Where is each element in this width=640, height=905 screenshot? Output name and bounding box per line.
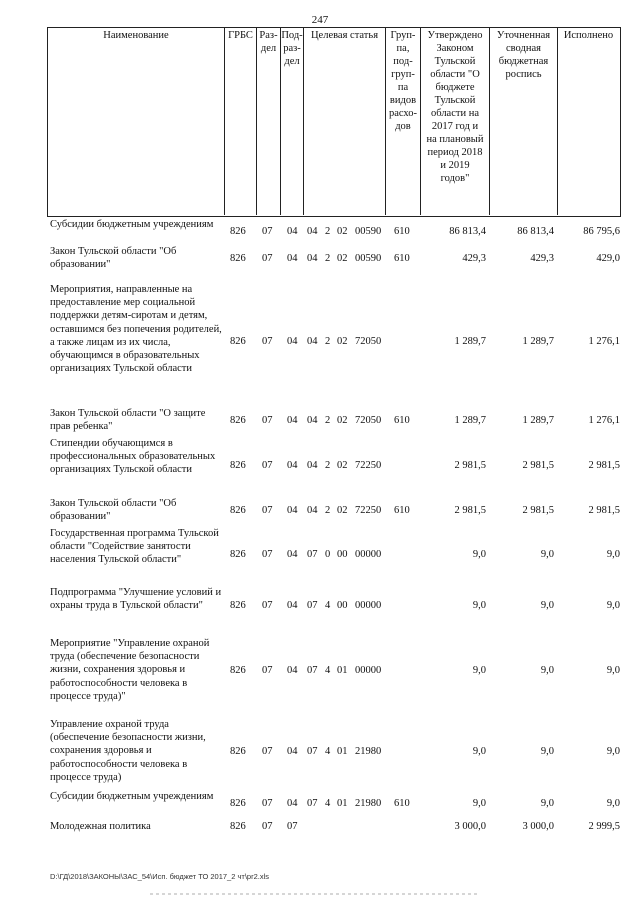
row-approved: 9,0 [472, 746, 486, 757]
row-grbs: 826 [230, 253, 246, 264]
row-t2: 4 [325, 600, 331, 611]
scan-noise [150, 893, 480, 895]
row-vr: 610 [394, 415, 410, 426]
row-vr: 610 [394, 798, 410, 809]
header-grbs: ГРБС [224, 27, 256, 215]
row-t4: 00000 [355, 600, 382, 611]
row-t2: 2 [325, 253, 331, 264]
row-pr: 04 [287, 336, 298, 347]
row-grbs: 826 [230, 460, 246, 471]
row-rz: 07 [262, 460, 273, 471]
row-t1: 04 [307, 336, 318, 347]
row-t4: 00000 [355, 549, 382, 560]
row-approved: 2 981,5 [454, 460, 486, 471]
row-t2: 4 [325, 798, 331, 809]
row-t3: 02 [337, 460, 348, 471]
row-t3: 01 [337, 746, 348, 757]
row-executed: 2 999,5 [588, 821, 620, 832]
row-t2: 2 [325, 460, 331, 471]
row-t3: 02 [337, 226, 348, 237]
row-grbs: 826 [230, 821, 246, 832]
row-rz: 07 [262, 549, 273, 560]
row-name: Молодежная политика [50, 821, 151, 832]
row-name: Субсидии бюджетным учреждениям [50, 791, 214, 802]
row-pr: 04 [287, 798, 298, 809]
row-name: Закон Тульской области "О защите прав ребенка" [50, 408, 206, 433]
row-t4: 21980 [355, 746, 382, 757]
row-grbs: 826 [230, 665, 246, 676]
row-approved: 9,0 [472, 549, 486, 560]
row-grbs: 826 [230, 226, 246, 237]
row-rz: 07 [262, 665, 273, 676]
row-refined: 2 981,5 [522, 460, 554, 471]
row-refined: 9,0 [540, 798, 554, 809]
file-path: D:\ГД\2018\ЗАКОНЫ\ЗАС_54\Исп. бюджет ТО 2017_2 чт\pr2.xls [50, 872, 269, 881]
row-t1: 04 [307, 253, 318, 264]
row-grbs: 826 [230, 798, 246, 809]
header-group: Груп- па, под- груп- па видов расхо- дов [385, 27, 420, 215]
row-t2: 2 [325, 415, 331, 426]
row-rz: 07 [262, 415, 273, 426]
row-vr: 610 [394, 226, 410, 237]
row-name: Субсидии бюджетным учреждениям [50, 219, 214, 230]
row-approved: 9,0 [472, 665, 486, 676]
row-executed: 9,0 [606, 798, 620, 809]
row-grbs: 826 [230, 600, 246, 611]
row-t2: 2 [325, 226, 331, 237]
row-t3: 02 [337, 253, 348, 264]
row-t4: 72050 [355, 336, 382, 347]
row-refined: 1 289,7 [522, 336, 554, 347]
row-t2: 4 [325, 665, 331, 676]
row-t1: 04 [307, 460, 318, 471]
row-t3: 02 [337, 415, 348, 426]
row-vr: 610 [394, 505, 410, 516]
row-t1: 04 [307, 505, 318, 516]
row-t3: 00 [337, 600, 348, 611]
row-executed: 9,0 [606, 549, 620, 560]
row-refined: 9,0 [540, 549, 554, 560]
row-t1: 04 [307, 415, 318, 426]
row-grbs: 826 [230, 336, 246, 347]
page-number: 247 [311, 14, 329, 26]
row-executed: 1 276,1 [588, 415, 620, 426]
row-t4: 72050 [355, 415, 382, 426]
row-approved: 9,0 [472, 798, 486, 809]
row-grbs: 826 [230, 505, 246, 516]
row-executed: 2 981,5 [588, 505, 620, 516]
row-rz: 07 [262, 253, 273, 264]
row-refined: 86 813,4 [517, 226, 554, 237]
row-t2: 2 [325, 336, 331, 347]
row-t1: 07 [307, 549, 318, 560]
row-t2: 4 [325, 746, 331, 757]
row-t1: 07 [307, 746, 318, 757]
header-executed: Исполнено [557, 27, 619, 215]
row-rz: 07 [262, 821, 273, 832]
row-pr: 04 [287, 415, 298, 426]
row-t2: 2 [325, 505, 331, 516]
row-t1: 07 [307, 798, 318, 809]
row-name: Стипендии обучающимся в профессиональных образовательных организациях Тульской области [50, 438, 216, 476]
row-rz: 07 [262, 798, 273, 809]
row-approved: 1 289,7 [454, 415, 486, 426]
header-name: Наименование [103, 30, 169, 41]
row-pr: 04 [287, 665, 298, 676]
header-razdel: Раз- дел [256, 27, 280, 215]
header-target: Целевая статья [303, 27, 385, 215]
row-t4: 21980 [355, 798, 382, 809]
row-approved: 2 981,5 [454, 505, 486, 516]
row-t1: 04 [307, 226, 318, 237]
row-name: Управление охраной труда (обеспечение безопасности жизни, сохранения здоровья и работоспособности человека в процессе труда) [50, 719, 206, 783]
header-podrazdel: Под- раз- дел [280, 27, 303, 215]
row-name: Закон Тульской области "Об образовании" [50, 498, 177, 523]
row-executed: 86 795,6 [583, 226, 620, 237]
row-executed: 429,0 [596, 253, 620, 264]
row-refined: 429,3 [530, 253, 554, 264]
row-rz: 07 [262, 746, 273, 757]
row-pr: 07 [287, 821, 298, 832]
row-pr: 04 [287, 226, 298, 237]
row-pr: 04 [287, 505, 298, 516]
row-t4: 72250 [355, 505, 382, 516]
row-t4: 00000 [355, 665, 382, 676]
row-name: Мероприятие "Управление охраной труда (обеспечение безопасности жизни, сохранения здоровья и работоспособности человека в процессе труда)" [50, 638, 210, 702]
row-vr: 610 [394, 253, 410, 264]
row-t3: 02 [337, 505, 348, 516]
row-executed: 9,0 [606, 665, 620, 676]
row-t3: 00 [337, 549, 348, 560]
row-refined: 1 289,7 [522, 415, 554, 426]
row-refined: 9,0 [540, 665, 554, 676]
row-t4: 00590 [355, 253, 382, 264]
row-pr: 04 [287, 746, 298, 757]
row-pr: 04 [287, 549, 298, 560]
row-pr: 04 [287, 600, 298, 611]
row-grbs: 826 [230, 415, 246, 426]
row-t3: 01 [337, 798, 348, 809]
row-executed: 1 276,1 [588, 336, 620, 347]
row-rz: 07 [262, 336, 273, 347]
row-t3: 01 [337, 665, 348, 676]
row-pr: 04 [287, 253, 298, 264]
row-t3: 02 [337, 336, 348, 347]
row-name: Подпрограмма "Улучшение условий и охраны труда в Тульской области" [50, 587, 222, 612]
row-refined: 9,0 [540, 600, 554, 611]
row-refined: 9,0 [540, 746, 554, 757]
row-approved: 1 289,7 [454, 336, 486, 347]
row-name: Мероприятия, направленные на предоставление мер социальной поддержки детям-сиротам и детям, оставшимся без попечения родителей, а также лицам из их числа, обучающимся в образовательных организациях Тульской области [50, 284, 222, 375]
row-executed: 2 981,5 [588, 460, 620, 471]
row-name: Закон Тульской области "Об образовании" [50, 246, 177, 271]
row-grbs: 826 [230, 549, 246, 560]
row-t1: 07 [307, 600, 318, 611]
row-t4: 00590 [355, 226, 382, 237]
row-refined: 2 981,5 [522, 505, 554, 516]
row-t2: 0 [325, 549, 331, 560]
header-approved: Утверждено Законом Тульской области "О бюджете Тульской области на 2017 год и на плановый период 2018 и 2019 годов" [420, 27, 489, 215]
row-executed: 9,0 [606, 600, 620, 611]
row-grbs: 826 [230, 746, 246, 757]
row-approved: 9,0 [472, 600, 486, 611]
header-refined: Уточненная сводная бюджетная роспись [489, 27, 557, 215]
row-t4: 72250 [355, 460, 382, 471]
row-rz: 07 [262, 505, 273, 516]
row-executed: 9,0 [606, 746, 620, 757]
row-refined: 3 000,0 [522, 821, 554, 832]
row-approved: 3 000,0 [454, 821, 486, 832]
row-rz: 07 [262, 600, 273, 611]
row-name: Государственная программа Тульской области "Содействие занятости населения Тульской области" [50, 528, 219, 566]
row-t1: 07 [307, 665, 318, 676]
row-approved: 86 813,4 [449, 226, 486, 237]
row-pr: 04 [287, 460, 298, 471]
row-approved: 429,3 [462, 253, 486, 264]
row-rz: 07 [262, 226, 273, 237]
